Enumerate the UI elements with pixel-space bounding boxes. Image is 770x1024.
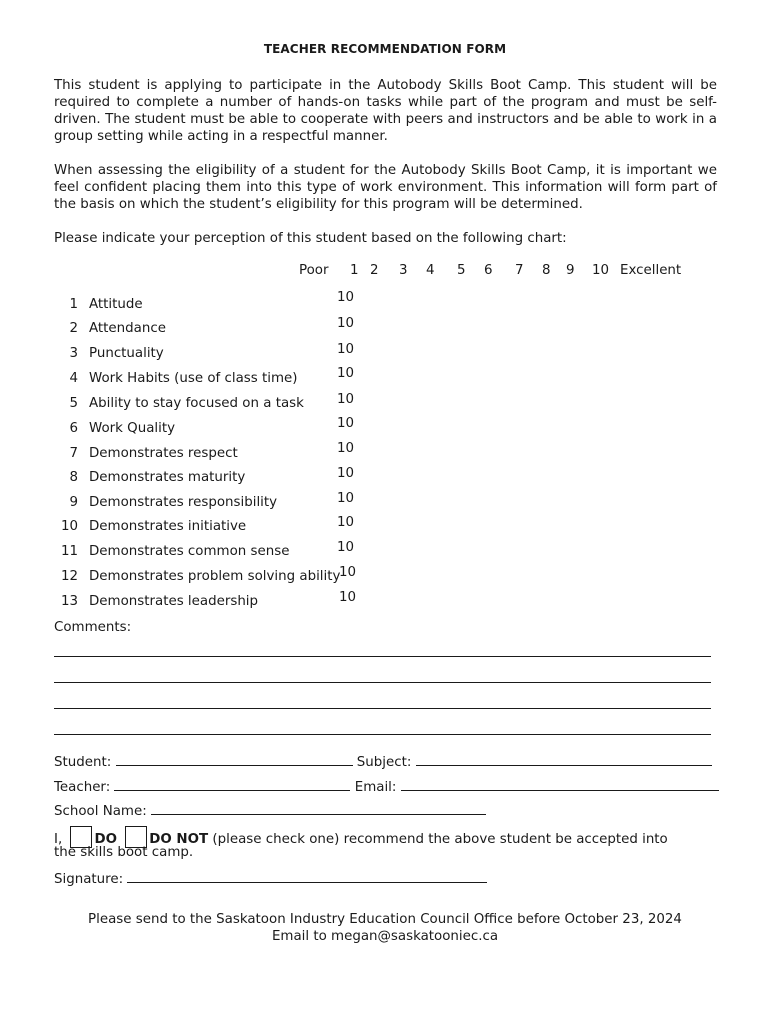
school-name-row [54, 802, 486, 820]
scale-excellent-label: Excellent [620, 263, 682, 278]
criterion-rating[interactable]: 10 [337, 416, 355, 431]
instruction-text: Please indicate your perception of this student based on the following chart: [54, 231, 567, 246]
scale-number: 2 [370, 263, 379, 278]
criterion-label: Demonstrates common sense [89, 544, 290, 559]
criterion-label: Attendance [89, 321, 166, 336]
criterion-rating[interactable]: 10 [337, 540, 355, 555]
comments-line[interactable] [54, 734, 711, 735]
criterion-number: 9 [69, 495, 78, 510]
scale-number: 10 [592, 263, 610, 278]
signature-field[interactable] [127, 870, 487, 883]
criterion-label: Demonstrates respect [89, 446, 238, 461]
subject-field[interactable] [416, 753, 712, 766]
do-not-label: DO NOT [149, 832, 209, 847]
criterion-label: Work Quality [89, 421, 176, 436]
criterion-number: 6 [69, 421, 78, 436]
criterion-number: 5 [69, 396, 78, 411]
school-name-field[interactable] [151, 802, 486, 815]
eligibility-paragraph: When assessing the eligibility of a student for the Autobody Skills Boot Camp, it is important we feel confident placing them into this type of work environment. This information will form part of the basis on which the student’s eligibility for this program will be determined. [54, 163, 717, 212]
criterion-number: 11 [60, 544, 78, 559]
criterion-rating[interactable]: 10 [339, 590, 357, 605]
criterion-rating[interactable]: 10 [337, 515, 355, 530]
scale-poor-label: Poor [299, 263, 329, 278]
criterion-rating[interactable]: 10 [337, 392, 355, 407]
criterion-rating[interactable]: 10 [337, 290, 355, 305]
teacher-label: Teacher: [54, 780, 111, 795]
recommend-prefix: I, [54, 832, 63, 847]
student-subject-row [54, 753, 712, 771]
do-label: DO [94, 832, 117, 847]
criterion-number: 13 [60, 594, 78, 609]
criterion-label: Demonstrates leadership [89, 594, 259, 609]
scale-number: 9 [566, 263, 575, 278]
criterion-rating[interactable]: 10 [337, 441, 355, 456]
criterion-number: 8 [69, 470, 78, 485]
criterion-number: 2 [69, 321, 78, 336]
signature-label: Signature: [54, 872, 124, 887]
criterion-rating[interactable]: 10 [339, 565, 357, 580]
criterion-label: Punctuality [89, 346, 164, 361]
criterion-rating[interactable]: 10 [337, 316, 355, 331]
email-label: Email: [354, 780, 397, 795]
criterion-number: 1 [69, 297, 78, 312]
student-label: Student: [54, 755, 112, 770]
scale-number: 7 [515, 263, 524, 278]
criterion-number: 7 [69, 446, 78, 461]
criterion-label: Ability to stay focused on a task [89, 396, 304, 411]
footer-instruction: Please send to the Saskatoon Industry Education Council Office before October 23, 2024 [88, 912, 682, 927]
criterion-rating[interactable]: 10 [337, 491, 355, 506]
signature-row [54, 870, 487, 888]
comments-line[interactable] [54, 708, 711, 709]
intro-paragraph: This student is applying to participate in the Autobody Skills Boot Camp. This student will be required to complete a number of hands-on tasks while part of the program and must be self-driven. The student must be able to cooperate with peers and instructors and be able to work in a group setting while acting in a respectful manner. [54, 78, 717, 144]
criterion-label: Work Habits (use of class time) [89, 371, 298, 386]
criterion-label: Demonstrates responsibility [89, 495, 278, 510]
comments-label: Comments: [54, 620, 132, 635]
form-title: TEACHER RECOMMENDATION FORM [263, 42, 507, 56]
footer-email: Email to megan@saskatooniec.ca [271, 929, 499, 944]
scale-number: 6 [484, 263, 493, 278]
criterion-rating[interactable]: 10 [337, 366, 355, 381]
school-name-label: School Name: [54, 804, 147, 819]
teacher-email-row [54, 778, 719, 796]
scale-number: 1 [350, 263, 359, 278]
scale-number: 3 [399, 263, 408, 278]
criterion-label: Demonstrates problem solving ability [89, 569, 341, 584]
criterion-number: 12 [60, 569, 78, 584]
subject-label: Subject: [356, 755, 412, 770]
criterion-number: 4 [69, 371, 78, 386]
email-field[interactable] [401, 778, 719, 791]
scale-number: 4 [426, 263, 435, 278]
student-field[interactable] [116, 753, 353, 766]
criterion-number: 3 [69, 346, 78, 361]
scale-number: 8 [542, 263, 551, 278]
comments-line[interactable] [54, 656, 711, 657]
teacher-field[interactable] [114, 778, 350, 791]
criterion-label: Demonstrates initiative [89, 519, 247, 534]
criterion-label: Attitude [89, 297, 143, 312]
criterion-label: Demonstrates maturity [89, 470, 246, 485]
criterion-rating[interactable]: 10 [337, 342, 355, 357]
recommend-text-line2: the skills boot camp. [54, 845, 194, 860]
recommend-text: (please check one) recommend the above student be accepted into [212, 832, 668, 847]
criterion-rating[interactable]: 10 [337, 466, 355, 481]
comments-line[interactable] [54, 682, 711, 683]
criterion-number: 10 [60, 519, 78, 534]
scale-number: 5 [457, 263, 466, 278]
